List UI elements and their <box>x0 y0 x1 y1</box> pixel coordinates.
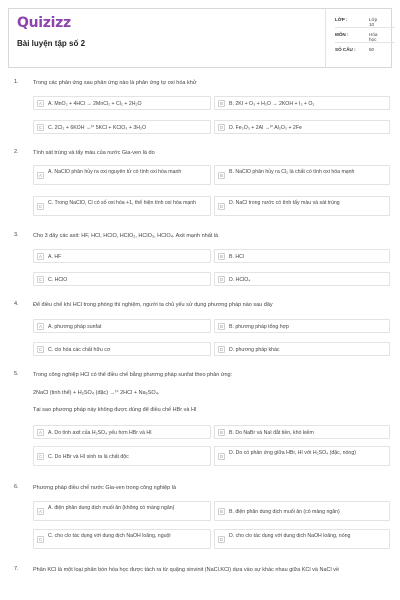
option-letter: B <box>219 173 223 178</box>
option-letter: B <box>219 509 223 514</box>
option-letter: C <box>38 347 43 352</box>
option-letter: B <box>219 254 223 259</box>
option-letter: B <box>219 101 223 106</box>
answer-option-a[interactable] <box>33 501 211 521</box>
option-text: B. phương pháp tổng hợp <box>229 323 289 330</box>
option-text: B. HCl <box>229 253 244 260</box>
option-text: D. cho clo tác dụng với dung dịch NaOH loãng, nóng <box>229 533 351 539</box>
option-letter: B <box>219 324 223 329</box>
answer-option-d[interactable] <box>214 196 390 216</box>
answer-option-a[interactable] <box>33 165 211 185</box>
answer-option-d[interactable] <box>214 342 390 356</box>
option-letter: D <box>219 454 224 459</box>
option-letter: C <box>38 204 43 209</box>
count-label: SỐ CÂU : <box>335 47 356 52</box>
option-letter: A <box>38 173 42 178</box>
question-number: 1. <box>14 79 19 85</box>
option-letter: C <box>38 277 43 282</box>
subject-value: Hóa học <box>369 32 378 42</box>
question-text: 2NaCl (tinh thể) + H₂SO₄ (đặc) →ᵗ° 2HCl + Na₂SO₄. <box>33 390 160 396</box>
question-text: Cho 3 dãy các axit: HF, HCl, HClO, HClO₂, HClO₃, HClO₄. Axit mạnh nhất là <box>33 233 219 239</box>
answer-option-c[interactable] <box>33 272 211 286</box>
option-letter: A <box>38 509 42 514</box>
option-text: D. Do có phản ứng giữa HBr, HI với H₂SO₄ (đặc, nóng) <box>229 450 356 456</box>
option-text: A. NaClO phân hủy ra oxi nguyên tử có tính oxi hóa mạnh <box>48 169 182 175</box>
option-text: C. Trong NaClO, Cl có số oxi hóa +1, thể hiện tính oxi hóa mạnh <box>48 200 197 206</box>
question-number: 2. <box>14 149 19 155</box>
meta-divider <box>335 42 395 43</box>
option-letter: B <box>219 430 223 435</box>
question-number: 4. <box>14 301 19 307</box>
option-letter: D <box>219 204 224 209</box>
answer-option-c[interactable] <box>33 446 211 466</box>
answer-option-d[interactable] <box>214 272 390 286</box>
answer-option-b[interactable] <box>214 165 390 185</box>
question-text: Trong các phản ứng sau phản ứng nào là phản ứng tự oxi hóa khử <box>33 80 197 86</box>
answer-option-a[interactable] <box>33 249 211 263</box>
answer-option-b[interactable] <box>214 501 390 521</box>
option-letter: A <box>38 324 42 329</box>
option-letter: C <box>38 537 43 542</box>
option-text: A. điện phân dung dịch muối ăn (không có màng ngăn) <box>48 505 175 511</box>
answer-option-c[interactable] <box>33 196 211 216</box>
option-letter: D <box>219 125 224 130</box>
option-text: D. Fe₂O₃ + 2Al →ᵗ° Al₂O₃ + 2Fe <box>229 124 302 131</box>
option-text: B. NaClO phân hủy ra Cl₂ là chất có tính oxi hóa mạnh <box>229 169 355 175</box>
question-text: Trong công nghiệp HCl có thể điều chế bằng phương pháp sunfat theo phản ứng: <box>33 372 233 378</box>
option-text: C. Do HBr và HI sinh ra là chất độc <box>48 453 129 460</box>
option-letter: D <box>219 537 224 542</box>
worksheet-header <box>8 8 392 68</box>
answer-option-c[interactable] <box>33 529 211 549</box>
option-letter: A <box>38 430 42 435</box>
question-number: 6. <box>14 484 19 490</box>
subject-label: MÔN : <box>335 32 349 37</box>
answer-option-b[interactable] <box>214 96 390 110</box>
question-text: Để điều chế khí HCl trong phòng thí nghiệm, người ta chủ yếu sử dụng phương pháp nào sau đây <box>33 302 273 308</box>
option-letter: A <box>38 101 42 106</box>
class-label: LỚP : <box>335 17 348 22</box>
meta-divider <box>335 27 395 28</box>
option-text: A. HF <box>48 253 62 260</box>
question-number: 5. <box>14 371 19 377</box>
option-text: A. Do tính axit của H₂SO₄ yếu hơn HBr và HI <box>48 429 152 436</box>
question-text: Tại sao phương pháp này không được dùng để điều chế HBr và HI <box>33 407 197 413</box>
question-text: Tính sát trùng và tẩy màu của nước Gia-ven là do <box>33 150 155 156</box>
option-text: C. HClO <box>48 276 68 283</box>
option-text: D. phương pháp khác <box>229 346 280 353</box>
question-number: 7. <box>14 566 19 572</box>
answer-option-a[interactable] <box>33 425 211 439</box>
option-text: D. HClO₄ <box>229 276 251 283</box>
answer-option-c[interactable] <box>33 342 211 356</box>
quizizz-logo: Quizizz <box>17 15 71 31</box>
answer-option-b[interactable] <box>214 425 390 439</box>
question-number: 3. <box>14 232 19 238</box>
option-letter: D <box>219 347 224 352</box>
option-text: C. cho clo tác dụng với dung dịch NaOH loãng, nguội <box>48 533 171 539</box>
header-divider <box>325 9 326 67</box>
option-text: A. phương pháp sunfat <box>48 323 102 330</box>
option-text: B. Do NaBr và NaI đắt tiền, khó kiếm <box>229 429 314 436</box>
option-text: B. 2KI + O₃ + H₂O → 2KOH + I₂ + O₂ <box>229 100 315 107</box>
question-text: Phân KCl là một loại phân bón hóa học được tách ra từ quặng xinvinit (NaCl.KCl) dựa vào sự khác nhau giữa KCl và NaCl về <box>33 567 340 573</box>
answer-option-d[interactable] <box>214 446 390 466</box>
option-letter: C <box>38 125 43 130</box>
page-title: Bài luyện tập số 2 <box>17 39 86 48</box>
option-text: C. clo hóa các chất hữu cơ <box>48 346 111 353</box>
option-letter: C <box>38 454 43 459</box>
answer-option-d[interactable] <box>214 529 390 549</box>
option-letter: A <box>38 254 42 259</box>
answer-option-c[interactable] <box>33 120 211 134</box>
question-text: Phương pháp điều chế nước Gia-ven trong công nghiệp là <box>33 485 177 491</box>
option-text: D. NaCl trong nước có tính tẩy màu và sát trùng <box>229 200 340 206</box>
count-value: 50 <box>369 47 375 52</box>
answer-option-a[interactable] <box>33 96 211 110</box>
option-text: B. điện phân dung dịch muối ăn (có màng ngăn) <box>229 508 340 515</box>
class-value: Lớp 10 <box>369 17 378 27</box>
answer-option-d[interactable] <box>214 120 390 134</box>
option-text: A. MnO₂ + 4HCl → 2MnCl₂ + Cl₂ + 2H₂O <box>48 100 142 107</box>
answer-option-b[interactable] <box>214 249 390 263</box>
answer-option-b[interactable] <box>214 319 390 333</box>
option-text: C. 2Cl₂ + 6KOH →ᵗ° 5KCl + KClO₃ + 3H₂O <box>48 124 147 131</box>
answer-option-a[interactable] <box>33 319 211 333</box>
option-letter: D <box>219 277 224 282</box>
